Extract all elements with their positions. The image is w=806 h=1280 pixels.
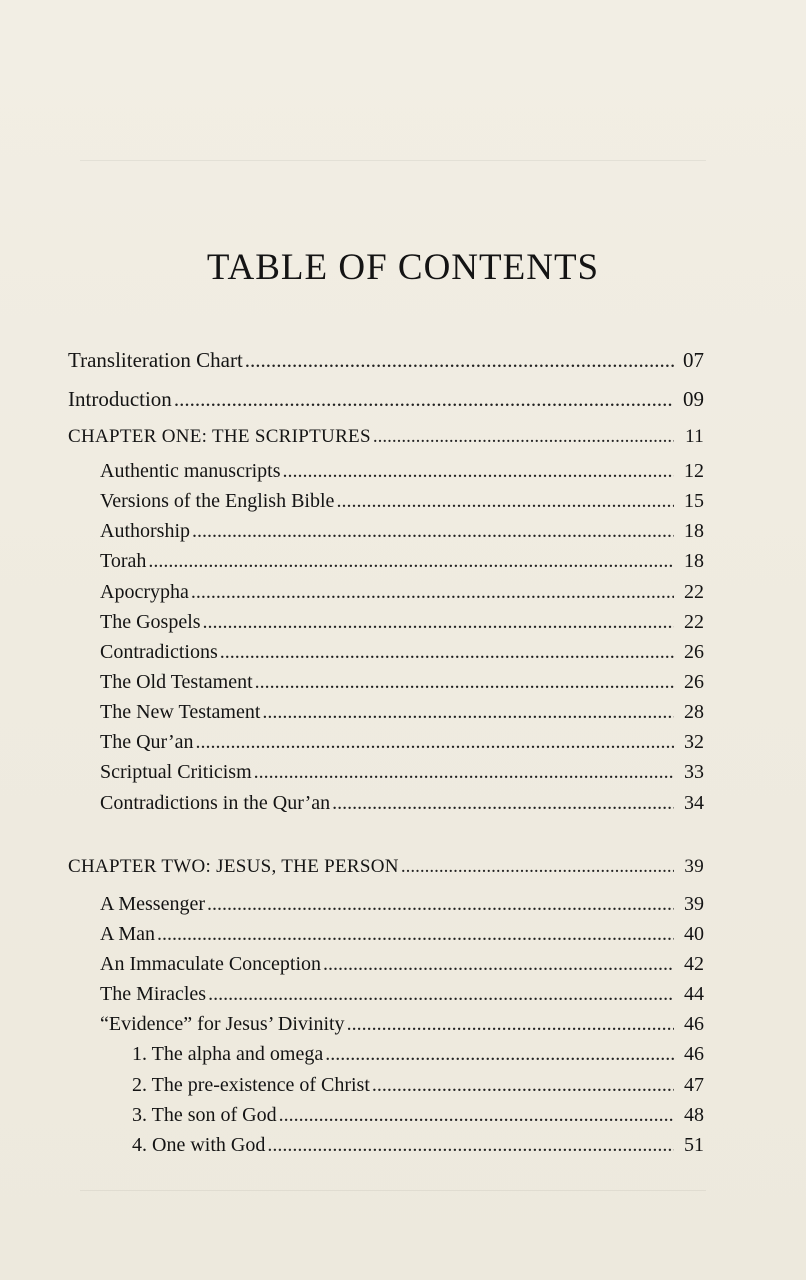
toc-entry-transliteration-chart[interactable] bbox=[68, 348, 704, 378]
toc-entry-label: The Qur’an bbox=[100, 731, 194, 753]
toc-entry-contradictions-in-quran[interactable] bbox=[100, 792, 704, 822]
toc-entry-alpha-omega[interactable] bbox=[132, 1043, 704, 1073]
toc-entry-page: 11 bbox=[685, 426, 704, 447]
dot-leader bbox=[148, 550, 674, 573]
dot-leader bbox=[191, 581, 674, 604]
toc-entry-page: 15 bbox=[684, 490, 704, 512]
toc-entry-label: 1. The alpha and omega bbox=[132, 1043, 324, 1065]
toc-entry-page: 18 bbox=[684, 520, 704, 542]
dot-leader bbox=[174, 387, 674, 412]
toc-entry-the-gospels[interactable] bbox=[100, 611, 704, 641]
dot-leader bbox=[262, 701, 674, 724]
dot-leader bbox=[283, 460, 674, 483]
toc-entry-page: 26 bbox=[684, 671, 704, 693]
toc-entry-label: CHAPTER TWO: JESUS, THE PERSON bbox=[68, 856, 399, 877]
toc-entry-page: 07 bbox=[683, 348, 704, 372]
toc-entry-apocrypha[interactable] bbox=[100, 581, 704, 611]
dot-leader bbox=[323, 953, 674, 976]
dot-leader bbox=[372, 1074, 674, 1097]
toc-entry-page: 44 bbox=[684, 983, 704, 1005]
toc-entry-page: 48 bbox=[684, 1104, 704, 1126]
toc-entry-page: 28 bbox=[684, 701, 704, 723]
dot-leader bbox=[267, 1134, 674, 1157]
toc-entry-introduction[interactable] bbox=[68, 387, 704, 417]
toc-entry-page: 09 bbox=[683, 387, 704, 411]
toc-entry-scriptual-criticism[interactable] bbox=[100, 761, 704, 791]
toc-entry-label: CHAPTER ONE: THE SCRIPTURES bbox=[68, 426, 371, 447]
dot-leader bbox=[336, 490, 674, 513]
toc-entry-label: An Immaculate Conception bbox=[100, 953, 322, 975]
page-title: TABLE OF CONTENTS bbox=[206, 247, 600, 288]
toc-entry-a-man[interactable] bbox=[100, 923, 704, 953]
toc-entry-label: 4. One with God bbox=[132, 1134, 266, 1156]
toc-entry-label: Apocrypha bbox=[100, 581, 189, 603]
toc-entry-evidence-divinity[interactable] bbox=[100, 1013, 704, 1043]
toc-entry-torah[interactable] bbox=[100, 550, 704, 580]
toc-entry-label: Versions of the English Bible bbox=[100, 490, 335, 512]
toc-entry-page: 12 bbox=[684, 460, 704, 482]
toc-entry-label: Contradictions in the Qur’an bbox=[100, 792, 331, 814]
toc-entry-label: The Old Testament bbox=[100, 671, 253, 693]
toc-entry-page: 32 bbox=[684, 731, 704, 753]
toc-entry-label: The New Testament bbox=[100, 701, 261, 723]
toc-entry-page: 46 bbox=[684, 1043, 704, 1065]
faint-rule bbox=[80, 1190, 706, 1191]
toc-entry-label: A Man bbox=[100, 923, 155, 945]
dot-leader bbox=[207, 893, 674, 916]
dot-leader bbox=[347, 1013, 674, 1036]
toc-entry-page: 34 bbox=[684, 792, 704, 814]
dot-leader bbox=[208, 983, 674, 1006]
dot-leader bbox=[332, 792, 674, 815]
toc-entry-authorship[interactable] bbox=[100, 520, 704, 550]
toc-entry-page: 39 bbox=[684, 856, 704, 877]
toc-entry-label: 2. The pre-existence of Christ bbox=[132, 1074, 370, 1096]
dot-leader bbox=[325, 1043, 674, 1066]
toc-entry-authentic-manuscripts[interactable] bbox=[100, 460, 704, 490]
toc-entry-label: Transliteration Chart bbox=[68, 348, 243, 372]
dot-leader bbox=[373, 426, 674, 448]
toc-entry-page: 40 bbox=[684, 923, 704, 945]
toc-entry-label: Introduction bbox=[68, 387, 172, 411]
toc-entry-page: 26 bbox=[684, 641, 704, 663]
toc-entry-page: 51 bbox=[684, 1134, 704, 1156]
dot-leader bbox=[203, 611, 674, 634]
toc-entry-label: Contradictions bbox=[100, 641, 218, 663]
dot-leader bbox=[220, 641, 674, 664]
toc-entry-the-miracles[interactable] bbox=[100, 983, 704, 1013]
toc-chapter-one[interactable] bbox=[68, 426, 704, 456]
toc-entry-label: 3. The son of God bbox=[132, 1104, 277, 1126]
dot-leader bbox=[279, 1104, 674, 1127]
toc-entry-label: “Evidence” for Jesus’ Divinity bbox=[100, 1013, 345, 1035]
dot-leader bbox=[254, 761, 674, 784]
toc-entry-pre-existence[interactable] bbox=[132, 1074, 704, 1104]
dot-leader bbox=[245, 348, 674, 373]
toc-entry-page: 22 bbox=[684, 611, 704, 633]
toc-entry-versions-english-bible[interactable] bbox=[100, 490, 704, 520]
toc-entry-immaculate-conception[interactable] bbox=[100, 953, 704, 983]
toc-entry-a-messenger[interactable] bbox=[100, 893, 704, 923]
toc-entry-contradictions[interactable] bbox=[100, 641, 704, 671]
toc-entry-label: Scriptual Criticism bbox=[100, 761, 252, 783]
toc-entry-page: 33 bbox=[684, 761, 704, 783]
toc-entry-page: 42 bbox=[684, 953, 704, 975]
dot-leader bbox=[192, 520, 674, 543]
toc-entry-label: A Messenger bbox=[100, 893, 205, 915]
toc-entry-label: Torah bbox=[100, 550, 147, 572]
dot-leader bbox=[157, 923, 674, 946]
toc-entry-label: Authorship bbox=[100, 520, 190, 542]
toc-entry-label: Authentic manuscripts bbox=[100, 460, 281, 482]
toc-entry-page: 22 bbox=[684, 581, 704, 603]
toc-entry-label: The Miracles bbox=[100, 983, 207, 1005]
toc-entry-label: The Gospels bbox=[100, 611, 201, 633]
toc-chapter-two[interactable] bbox=[68, 856, 704, 886]
toc-entry-the-quran[interactable] bbox=[100, 731, 704, 761]
toc-entry-page: 46 bbox=[684, 1013, 704, 1035]
faint-rule bbox=[80, 160, 706, 161]
dot-leader bbox=[255, 671, 674, 694]
toc-entry-new-testament[interactable] bbox=[100, 701, 704, 731]
dot-leader bbox=[401, 856, 674, 878]
toc-entry-old-testament[interactable] bbox=[100, 671, 704, 701]
toc-entry-page: 18 bbox=[684, 550, 704, 572]
toc-entry-one-with-god[interactable] bbox=[132, 1134, 704, 1164]
toc-entry-son-of-god[interactable] bbox=[132, 1104, 704, 1134]
toc-entry-page: 47 bbox=[684, 1074, 704, 1096]
dot-leader bbox=[195, 731, 674, 754]
toc-entry-page: 39 bbox=[684, 893, 704, 915]
